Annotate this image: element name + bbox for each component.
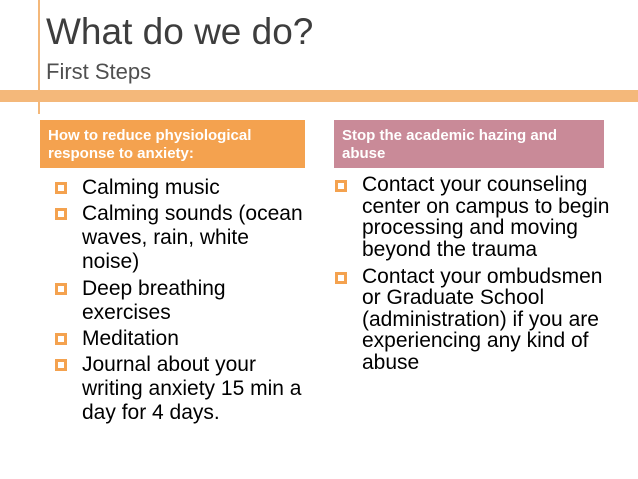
accent-bar-left (0, 90, 38, 102)
list-item (54, 277, 304, 325)
square-bullet-icon (54, 327, 82, 351)
accent-bar-right (40, 90, 638, 102)
list-item-text: Contact your counseling center on campus to begin processing and moving beyond the trauma (362, 173, 610, 261)
square-bullet-icon (334, 266, 362, 290)
list-item (54, 176, 304, 200)
right-column-header: Stop the academic hazing and abuse (334, 120, 604, 168)
list-item-text: Contact your ombudsmen or Graduate School (administration) if you are experiencing any kind of abuse (362, 264, 603, 374)
list-item-text: Deep breathing exercises (82, 276, 226, 324)
list-item-text: Calming sounds (ocean waves, rain, white noise) (82, 202, 303, 274)
list-item (54, 327, 304, 351)
list-item (334, 266, 614, 374)
slide-subtitle: First Steps (46, 59, 152, 84)
left-column-header: How to reduce physiological response to anxiety: (40, 120, 305, 168)
list-item-text: Calming music (82, 176, 220, 199)
right-bullet-list (334, 174, 614, 379)
square-bullet-icon (54, 202, 82, 226)
list-item (334, 174, 614, 261)
square-bullet-icon (334, 174, 362, 198)
list-item-text: Journal about your writing anxiety 15 min a day for 4 days. (82, 352, 302, 425)
square-bullet-icon (54, 277, 82, 301)
list-item-text: Meditation (82, 326, 179, 350)
list-item (54, 202, 304, 274)
left-bullet-list (54, 176, 304, 427)
square-bullet-icon (54, 176, 82, 200)
slide-title: What do we do? (46, 11, 314, 52)
list-item (54, 353, 304, 425)
square-bullet-icon (54, 353, 82, 377)
